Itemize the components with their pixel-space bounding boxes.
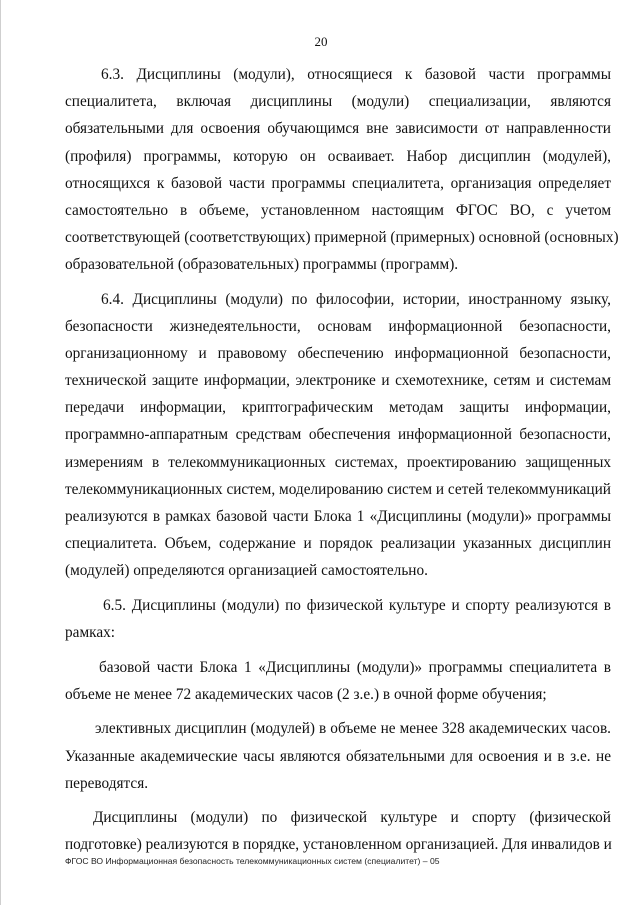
text-line: телекоммуникационных систем, моделированию систем и сетей телекоммуникаций (65, 480, 611, 498)
text-line: самостоятельно в объеме, установленном настоящим ФГОС ВО, с учетом (65, 201, 611, 219)
text-line: объеме не менее 72 академических часов (2 з.е.) в очной форме обучения; (65, 686, 547, 704)
text-line: базовой части Блока 1 «Дисциплины (модули)» программы специалитета в (99, 658, 611, 676)
paragraph-pe-order (65, 804, 611, 858)
page-number: 20 (314, 34, 328, 49)
text-line: Указанные академические часы являются обязательными для освоения и в з.е. не (65, 747, 611, 765)
text-line: относящихся к базовой части программы специалитета, организация определяет (65, 174, 611, 192)
text-line: 6.5. Дисциплины (модули) по физической культуре и спорту реализуются в (103, 596, 611, 614)
text-line: измерениям в телекоммуникационных системах, проектированию защищенных (65, 453, 611, 471)
text-line: специалитета. Объем, содержание и порядок реализации указанных дисциплин (65, 535, 611, 553)
paragraph-6-3 (65, 61, 619, 279)
text-line: подготовке) реализуются в порядке, установленном организацией. Для инвалидов и (65, 836, 612, 854)
text-line: специалитета, включая дисциплины (модули) специализации, являются (65, 93, 611, 111)
page-footer: ФГОС ВО Информационная безопасность телекоммуникационных систем (специалитет) – 05 (65, 856, 440, 866)
text-line: соответствующей (соответствующих) примерной (примерных) основной (основных) (65, 229, 619, 247)
text-line: безопасности жизнедеятельности, основам информационной безопасности, (65, 317, 611, 335)
text-line: рамках: (65, 623, 116, 641)
text-line: (профиля) программы, которую он осваивает. Набор дисциплин (модулей), (65, 147, 611, 165)
text-line: элективных дисциплин (модулей) в объеме не менее 328 академических часов. (95, 720, 611, 738)
text-line: программно-аппаратным средствам обеспечения информационной безопасности, (65, 426, 611, 444)
text-line: 6.4. Дисциплины (модули) по философии, истории, иностранному языку, (101, 290, 611, 308)
paragraph-electives (65, 715, 611, 797)
text-line: переводятся. (65, 774, 149, 792)
text-line: реализуются в рамках базовой части Блока 1 «Дисциплины (модули)» программы (65, 508, 611, 525)
text-line: образовательной (образовательных) программы (программ). (65, 256, 459, 274)
text-line: технической защите информации, электронике и схемотехнике, сетям и системам (65, 372, 611, 390)
page-body (65, 61, 619, 858)
text-line: (модулей) определяются организацией самостоятельно. (65, 562, 428, 580)
text-line: 6.3. Дисциплины (модули), относящиеся к базовой части программы (101, 66, 611, 83)
text-line: Дисциплины (модули) по физической культуре и спорту (физической (93, 808, 611, 826)
text-line: передачи информации, криптографическим методам защиты информации, (65, 399, 611, 417)
paragraph-6-4 (65, 286, 611, 585)
paragraph-6-5 (65, 592, 611, 646)
text-line: организационному и правовому обеспечению информационной безопасности, (65, 344, 611, 362)
paragraph-basic-part (65, 654, 611, 708)
text-line: обязательными для освоения обучающимся вне зависимости от направленности (65, 120, 611, 138)
